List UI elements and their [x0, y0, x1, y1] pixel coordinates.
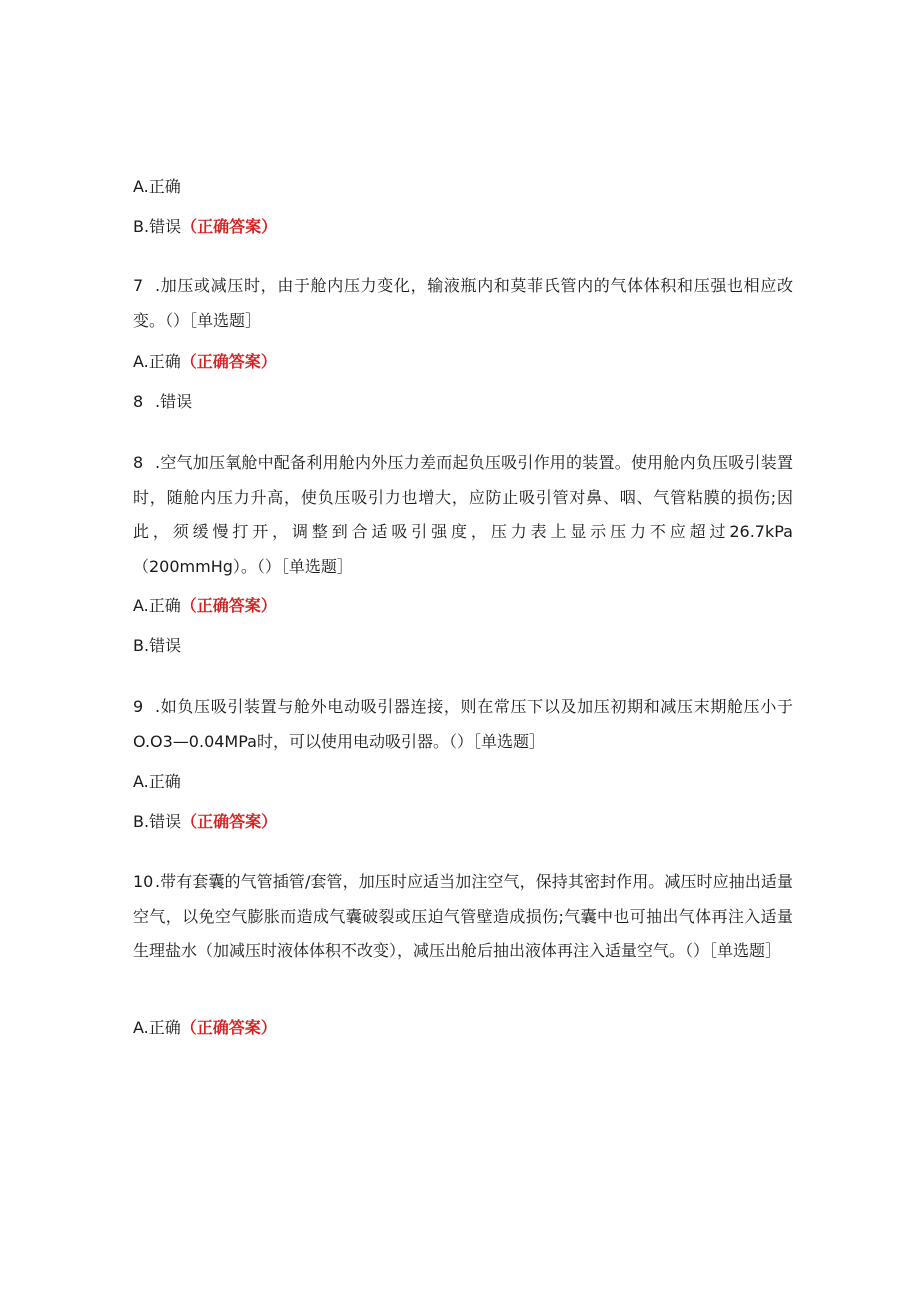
- question-number: 8: [133, 453, 144, 472]
- option-label: A.正确: [133, 596, 181, 615]
- q10-stem: [133, 865, 793, 969]
- correct-answer-tag: （正确答案）: [181, 812, 278, 831]
- option-label: A.正确: [133, 772, 181, 791]
- option-number: 8: [133, 392, 144, 411]
- q6-option-b: [133, 217, 277, 237]
- correct-answer-tag: （正确答案）: [180, 596, 277, 615]
- q9-option-b: [133, 812, 277, 832]
- q6-option-a: [133, 177, 181, 197]
- q10-option-a: [133, 1018, 277, 1038]
- option-label: B.错误: [133, 636, 182, 655]
- q9-option-a: [133, 772, 181, 792]
- question-text: .如负压吸引装置与舱外电动吸引器连接，则在常压下以及加压初期和减压末期舱压小于O.O3—0.04MPa时，可以使用电动吸引器。（）［单选题］: [133, 697, 793, 751]
- question-number: 7: [133, 276, 144, 295]
- question-text: .带有套囊的气管插管/套管，加压时应适当加注空气，保持其密封作用。减压时应抽出适量空气，以免空气膨胀而造成气囊破裂或压迫气管壁造成损伤;气囊中也可抽出气体再注入适量生理盐水（加减压时液体体积不改变），减压出舱后抽出液体再注入适量空气。（）［单选题］: [133, 872, 793, 960]
- q8-option-a: [133, 596, 277, 616]
- correct-answer-tag: （正确答案）: [180, 1018, 277, 1037]
- q9-stem: [133, 690, 793, 759]
- option-label: A.正确: [133, 352, 181, 371]
- option-label: A.正确: [133, 1018, 181, 1037]
- option-label: B.错误: [133, 812, 182, 831]
- question-number: 9: [133, 697, 144, 716]
- question-text: .空气加压氧舱中配备利用舱内外压力差而起负压吸引作用的装置。使用舱内负压吸引装置时，随舱内压力升高，使负压吸引力也增大，应防止吸引管对鼻、咽、气管粘膜的损伤;因此，须缓慢打开，调整到合适吸引强度，压力表上显示压力不应超过26.7kPa（200mmHg）。（）［单选题］: [133, 453, 793, 576]
- q7-option-b: [133, 392, 192, 412]
- option-label: A.正确: [133, 177, 181, 196]
- q8-option-b: [133, 636, 181, 656]
- option-label: .错误: [155, 392, 193, 411]
- correct-answer-tag: （正确答案）: [180, 352, 277, 371]
- question-text: .加压或减压时，由于舱内压力变化，输液瓶内和莫菲氏管内的气体体积和压强也相应改变。（）［单选题］: [133, 276, 793, 330]
- q7-stem: [133, 269, 793, 338]
- q8-stem: [133, 446, 793, 584]
- q7-option-a: [133, 352, 277, 372]
- option-label: B.错误: [133, 217, 182, 236]
- correct-answer-tag: （正确答案）: [181, 217, 278, 236]
- question-number: 10: [133, 872, 154, 891]
